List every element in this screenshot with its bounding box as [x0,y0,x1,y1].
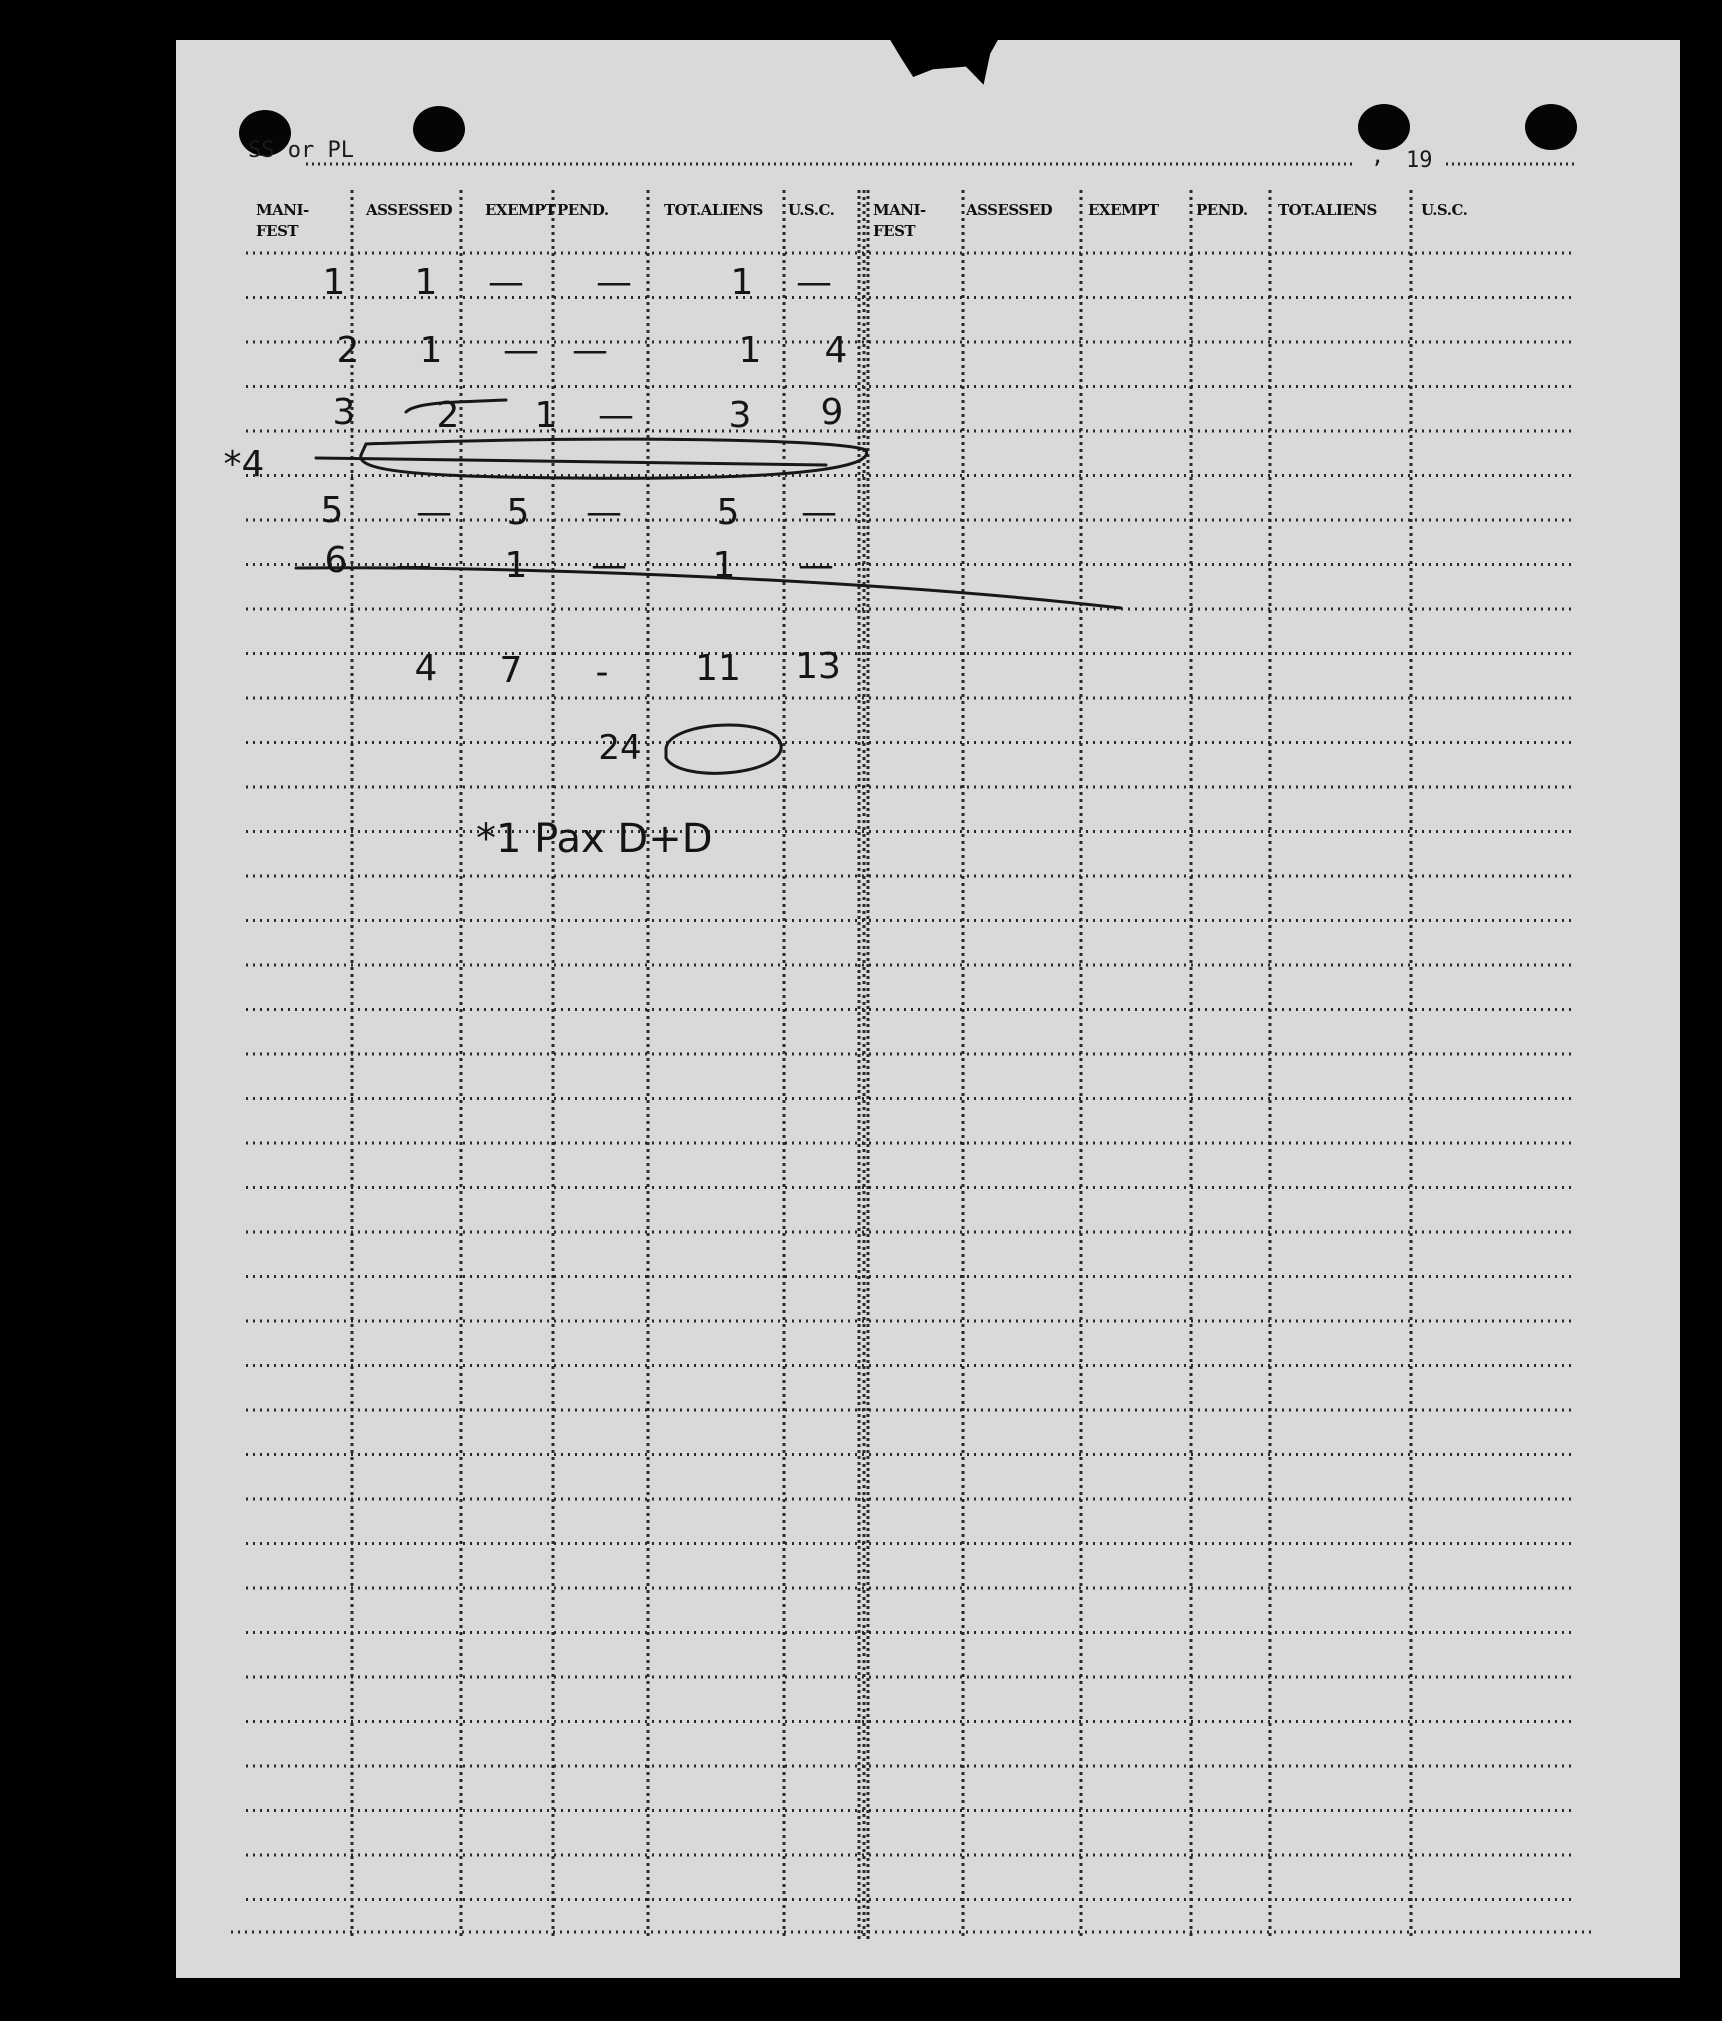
entry-manifest: 5 [320,490,344,531]
entry-exempt: 5 [506,492,530,533]
entry-pend: — [591,545,627,586]
entry-pend: — [598,395,634,436]
entry-manifest: 2 [336,330,360,371]
entry-assessed: 2 [436,395,460,436]
entry-manifest: 3 [332,392,356,433]
entry-exempt: — [488,262,524,303]
entry-usc: 4 [824,330,848,371]
total-tot-aliens: 11 [695,648,741,689]
entry-usc: — [798,545,834,586]
total-assessed: 4 [414,648,438,689]
header-tot-aliens-right: TOT.ALIENS [1278,201,1377,219]
total-exempt: 7 [499,650,523,691]
year-comma: , [1371,144,1385,169]
form-sheet [176,40,1680,1978]
ss-or-pl-label: SS or PL [248,138,354,163]
entry-manifest: 1 [322,262,346,303]
entry-usc: — [801,492,837,533]
entry-usc: 9 [820,392,844,433]
entry-tot-aliens: 3 [728,395,752,436]
entry-exempt: — [503,330,539,371]
entry-tot-aliens: 5 [716,492,740,533]
header-assessed-right: ASSESSED [966,201,1053,219]
total-usc: 13 [795,646,841,687]
strike-through-line [316,458,826,465]
entry-tot-aliens: 1 [712,545,736,586]
header-assessed: ASSESSED [366,201,453,219]
header-exempt: EXEMPT [485,201,556,219]
entry-assessed: — [416,492,452,533]
header-tot-aliens: TOT.ALIENS [664,201,763,219]
entry-assessed: 1 [414,262,438,303]
form-grid [176,40,1680,1978]
header-usc-right: U.S.C. [1421,201,1468,219]
header-pend: PEND. [557,201,609,219]
entry-exempt: 1 [534,395,558,436]
entry-manifest: 6 [324,540,348,581]
header-usc: U.S.C. [788,201,835,219]
entry-pend: — [596,262,632,303]
entry-pend: — [586,492,622,533]
entry-tot-aliens: 1 [738,330,762,371]
year-label: 19 [1406,148,1433,173]
header-manifest: MANI- FEST [256,201,309,240]
entry-assessed: 1 [419,330,443,371]
footnote: *1 Pax D+D [476,816,713,862]
header-manifest-right: MANI- FEST [873,201,926,240]
entry-pend: — [572,330,608,371]
entry-manifest: *4 [223,444,265,485]
header-pend-right: PEND. [1196,201,1248,219]
entry-exempt: 1 [504,545,528,586]
grand-total-circle [666,725,781,773]
grand-total: 24 [598,728,642,768]
total-pend: - [595,652,609,693]
entry-assessed: — [396,545,432,586]
entry-tot-aliens: 1 [730,262,754,303]
entry-usc: — [796,262,832,303]
header-exempt-right: EXEMPT [1088,201,1159,219]
